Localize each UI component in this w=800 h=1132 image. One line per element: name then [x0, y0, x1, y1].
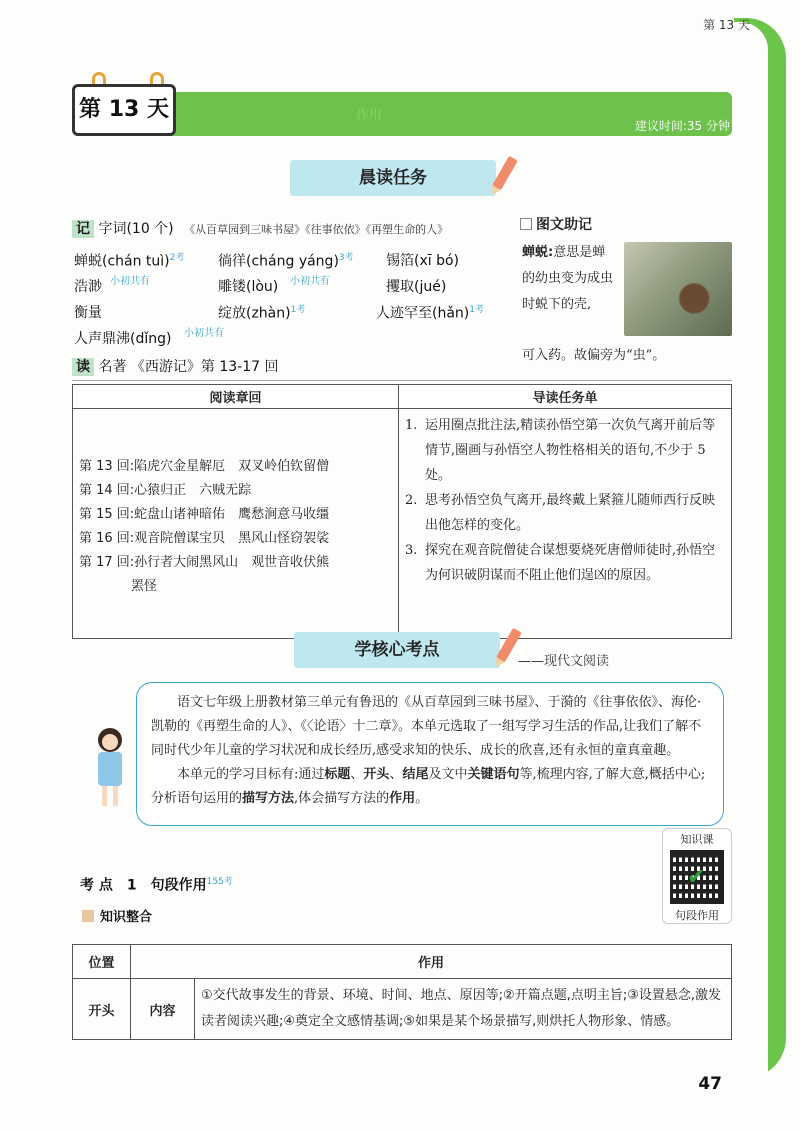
- corner-day-label: 第 13 天: [703, 18, 750, 32]
- chapter-item: 第 14 回:心猿归正 六贼无踪: [79, 483, 252, 498]
- page-number: 47: [698, 1074, 722, 1094]
- unit-intro-bubble: [136, 682, 724, 826]
- core-points-title: 学核心考点: [294, 632, 500, 668]
- picture-aid-text: 蝉蜕:意思是蝉的幼虫变为成虫时蜕下的壳,: [522, 245, 614, 312]
- check-icon: ✔: [687, 865, 706, 890]
- knowledge-integration-label: 知识整合: [82, 906, 152, 925]
- col-header-function: 作用: [131, 945, 732, 979]
- row-type: 内容: [131, 979, 195, 1040]
- day-title: 第 13 天: [72, 84, 176, 136]
- task-item: 3. 探究在观音院僧徒合谋想要烧死唐僧师徒时,孙悟空为何识破阴谋而不阻止他们逞凶的原因。: [405, 543, 716, 583]
- core-points-subtitle: ——现代文阅读: [518, 654, 610, 669]
- morning-task-title: 晨读任务: [290, 160, 496, 196]
- reading-title: 名著 《西游记》第 13-17 回: [98, 359, 279, 375]
- bookmark-icon: [520, 218, 532, 230]
- chapter-item: 第 13 回:陷虎穴金星解厄 双叉岭伯钦留僧: [79, 459, 330, 474]
- chapter-list: [73, 409, 399, 639]
- vocab-heading: [72, 218, 448, 238]
- vocab-word: 徜徉(cháng yáng)$^{3考}$: [218, 253, 354, 270]
- vocab-label: 记: [72, 220, 94, 238]
- vocab-word: 雕镂(lòu): [218, 279, 279, 295]
- col-header-tasks: 导读任务单: [399, 385, 732, 409]
- cicada-shell-photo: [624, 242, 732, 336]
- suggested-time: 建议时间:35 分钟: [634, 119, 730, 133]
- vocab-word: 衡量: [74, 305, 102, 321]
- reading-table: [72, 384, 732, 639]
- vocab-word: 浩渺: [74, 279, 102, 295]
- unit-intro-paragraph: 语文七年级上册教材第三单元有鲁迅的《从百草园到三味书屋》、于漪的《往事依依》、海伦·凯勒的《再塑生命的人》、《〈论语〉十二章》。本单元选取了一组写学习生活的作品,让我们了解不同时代少年儿童的学习状况和成长经历,感受求知的快乐、成长的欣喜,还有永恒的童真童趣。: [151, 695, 702, 758]
- chapter-item: 第 17 回:孙行者大闹黑风山 观世音收伏熊: [79, 555, 330, 570]
- chapter-item: 罴怪: [79, 579, 158, 594]
- qr-top-label: 知识课: [680, 833, 714, 846]
- col-header-chapters: 阅读章回: [73, 385, 399, 409]
- vocab-books: 《从百草园到三味书屋》《往事依依》《再塑生命的人》: [184, 223, 449, 236]
- row-content: ①交代故事发生的背景、环境、时间、地点、原因等;②开篇点题,点明主旨;③设置悬念,激发读者阅读兴趣;④奠定全文感情基调;⑤如果是某个场景描写,则烘托人物形象、情感。: [195, 979, 732, 1040]
- mini-note: 小初共有: [184, 328, 224, 339]
- chapter-item: 第 15 回:蛇盘山诸神暗佑 鹰愁涧意马收缰: [79, 507, 330, 522]
- col-header-position: 位置: [73, 945, 131, 979]
- reading-label: 读: [72, 358, 94, 376]
- vocab-title: 字词(10 个): [98, 221, 174, 237]
- chapter-item: 第 16 回:观音院僧谋宝贝 黑风山怪窃袈裟: [79, 531, 330, 546]
- qr-bottom-label: 句段作用: [675, 909, 719, 922]
- qr-code[interactable]: [670, 850, 724, 904]
- vocab-word: 人迹罕至(hǎn)$^{1考}$: [376, 305, 484, 322]
- task-item: 2. 思考孙悟空负气离开,最终戴上紧箍儿随师西行反映出他怎样的变化。: [405, 493, 716, 533]
- keypoint-title: 考 点 1 句段作用$^{155考}$: [80, 877, 233, 894]
- vocab-word: 人声鼎沸(dǐng): [74, 331, 172, 347]
- reading-heading: [72, 356, 732, 381]
- header-ghost-text: 作用: [356, 108, 383, 123]
- picture-aid-title: 图文助记: [520, 214, 592, 234]
- knowledge-lesson-qr[interactable]: [662, 828, 732, 924]
- vocab-word: 攫取(jué): [386, 279, 447, 295]
- row-position: 开头: [73, 979, 131, 1040]
- mini-note: 小初共有: [290, 276, 330, 287]
- unit-goals-paragraph: 本单元的学习目标有:通过标题、开头、结尾及文中关键语句等,梳理内容,了解大意,概括中心;分析语句运用的描写方法,体会描写方法的作用。: [151, 767, 706, 806]
- vocab-word: 锡箔(xī bó): [386, 253, 460, 269]
- picture-aid-tail: 可入药。故偏旁为“虫”。: [522, 348, 666, 363]
- mini-note: 小初共有: [110, 276, 150, 287]
- girl-illustration: [92, 728, 128, 808]
- notebook-icon: [82, 910, 94, 922]
- function-table: [72, 944, 732, 1040]
- task-list: [399, 409, 732, 639]
- vocab-word: 蝉蜕(chán tuì)$^{2考}$: [74, 253, 185, 270]
- task-item: 1. 运用圈点批注法,精读孙悟空第一次负气离开前后等情节,圈画与孙悟空人物性格相关的语句,不少于 5 处。: [405, 418, 716, 483]
- vocab-word: 绽放(zhàn)$^{1考}$: [218, 305, 306, 322]
